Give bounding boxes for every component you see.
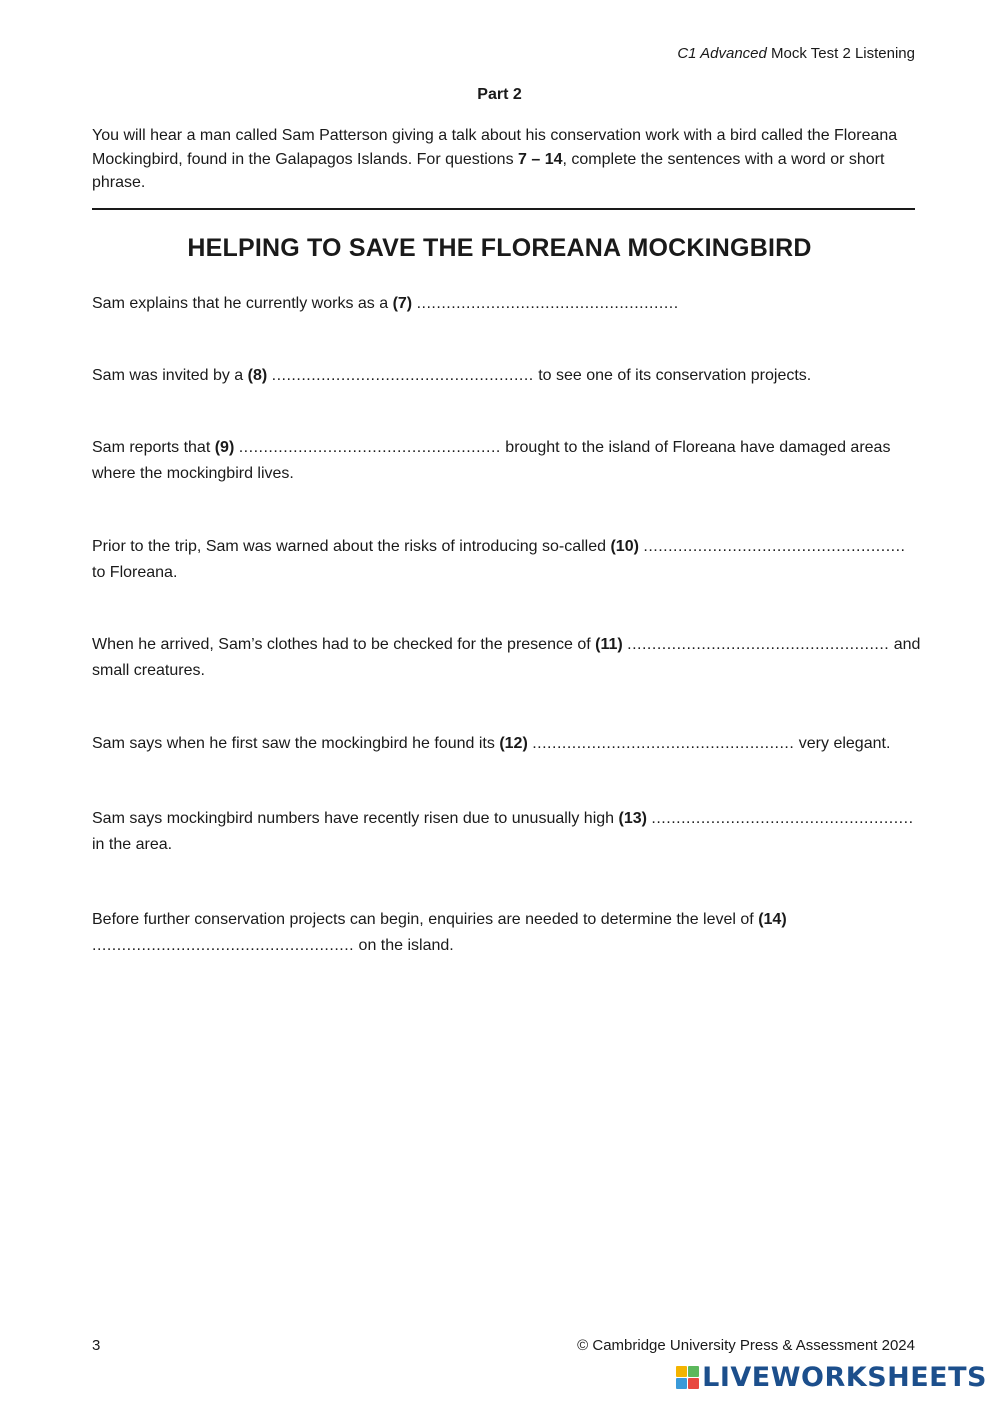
question-text: Sam says when he first saw the mockingbird he found its	[92, 735, 500, 752]
question-text: Sam was invited by a	[92, 367, 248, 384]
question-text: Sam explains that he currently works as a	[92, 295, 393, 312]
part-title: Part 2	[477, 86, 522, 103]
question-9	[92, 435, 922, 487]
answer-blank-10[interactable]: .....................................................	[643, 538, 906, 555]
question-11	[92, 632, 922, 684]
question-number: (13)	[618, 810, 647, 827]
question-7	[92, 291, 922, 317]
question-8	[92, 363, 922, 389]
worksheet-title: HELPING TO SAVE THE FLOREANA MOCKINGBIRD	[187, 234, 812, 262]
logo-text: LIVEWORKSHEETS	[702, 1361, 987, 1393]
running-header	[677, 45, 915, 62]
copyright-notice: © Cambridge University Press & Assessment 2024	[577, 1337, 915, 1354]
answer-blank-14[interactable]: .....................................................	[92, 937, 355, 954]
question-text: to Floreana.	[92, 564, 178, 581]
question-range: 7 – 14	[518, 150, 563, 168]
question-number: (14)	[758, 911, 787, 928]
question-text: very elegant.	[794, 735, 891, 752]
answer-blank-7[interactable]: .....................................................	[416, 295, 679, 312]
question-text: and small creatures.	[92, 636, 921, 679]
question-text: Before further conservation projects can begin, enquiries are needed to determine the level of	[92, 911, 759, 928]
question-13	[92, 806, 922, 858]
question-text: Prior to the trip, Sam was warned about the risks of introducing so-called	[92, 538, 611, 555]
question-text: Sam says mockingbird numbers have recently risen due to unusually high	[92, 810, 619, 827]
question-12	[92, 731, 922, 757]
question-text: to see one of its conservation projects.	[533, 367, 812, 384]
question-number: (8)	[247, 367, 268, 384]
question-text: When he arrived, Sam’s clothes had to be checked for the presence of	[92, 636, 596, 653]
liveworksheets-logo[interactable]	[676, 1362, 987, 1392]
exam-name: C1 Advanced	[677, 45, 767, 62]
question-text: Sam reports that	[92, 439, 215, 456]
question-number: (9)	[214, 439, 235, 456]
test-label: Mock Test 2 Listening	[771, 45, 915, 62]
question-text: brought to the island of Floreana have damaged areas where the mockingbird lives.	[92, 439, 891, 482]
question-text: in the area.	[92, 836, 173, 853]
answer-blank-8[interactable]: .....................................................	[271, 367, 534, 384]
answer-blank-12[interactable]: .....................................................	[532, 735, 795, 752]
answer-blank-11[interactable]: .....................................................	[627, 636, 890, 653]
answer-blank-9[interactable]: .....................................................	[238, 439, 501, 456]
question-number: (11)	[595, 636, 623, 653]
intro-text-after: , complete the sentences with a word or short phrase.	[92, 150, 885, 191]
intro-text-before: You will hear a man called Sam Patterson giving a talk about his conservation work with a bird called the Floreana Mockingbird, found in the Galapagos Islands. For questions	[92, 127, 898, 168]
divider-line	[92, 208, 915, 210]
question-text: on the island.	[354, 937, 454, 954]
instructions	[92, 124, 912, 195]
question-10	[92, 534, 922, 586]
question-14	[92, 907, 832, 959]
page-number: 3	[92, 1337, 101, 1354]
question-number: (7)	[392, 295, 413, 312]
question-number: (12)	[499, 735, 528, 752]
answer-blank-13[interactable]: .....................................................	[651, 810, 914, 827]
question-number: (10)	[610, 538, 639, 555]
logo-badge-icon	[676, 1366, 699, 1389]
